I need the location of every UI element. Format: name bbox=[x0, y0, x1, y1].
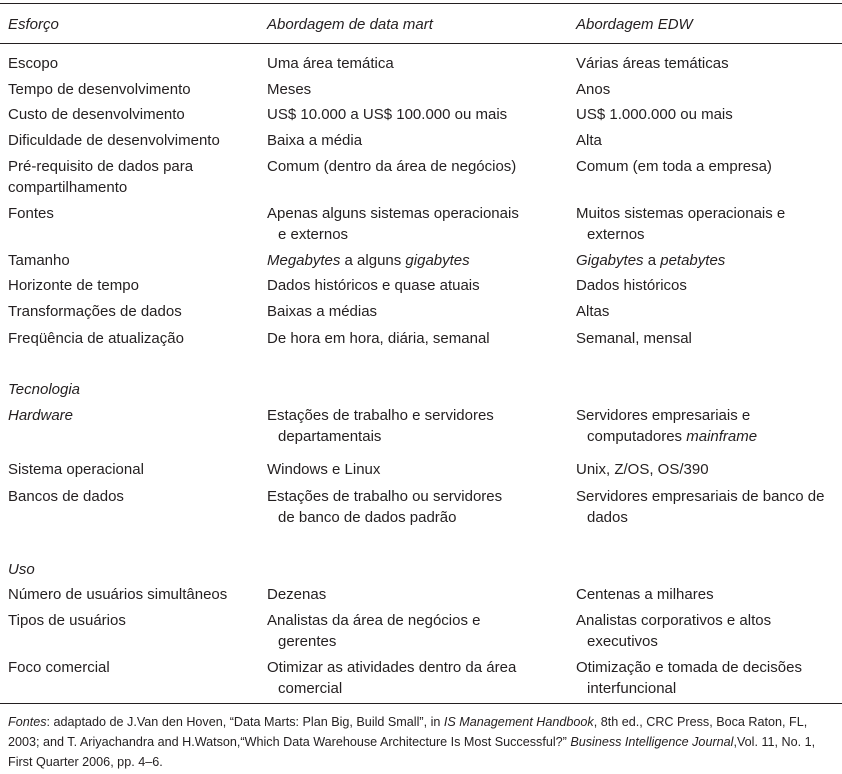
row-prereq-label-1: Pré-requisito de dados para bbox=[8, 158, 194, 175]
row-bancos-label: Bancos de dados bbox=[8, 488, 124, 505]
footnote-fontes: Fontes bbox=[8, 715, 47, 729]
row-hardware-edw-1: Servidores empresariais e bbox=[576, 407, 751, 424]
row-foco-dm-2: comercial bbox=[278, 680, 343, 697]
footnote-part-6: ,Vol. 11, No. 1, First Quarter 2006, pp. 4–6. bbox=[8, 735, 816, 769]
row-foco-edw-2: interfuncional bbox=[587, 680, 677, 697]
header-data-mart: Abordagem de data mart bbox=[267, 16, 433, 33]
tamanho-dm-b: a alguns bbox=[340, 252, 406, 269]
row-so-label: Sistema operacional bbox=[8, 461, 144, 478]
row-horizonte-dm: Dados históricos e quase atuais bbox=[267, 277, 480, 294]
row-fontes-edw-2: externos bbox=[587, 226, 645, 243]
row-tamanho-edw bbox=[576, 250, 725, 271]
tamanho-edw-a: Gigabytes bbox=[576, 252, 644, 269]
row-so-dm: Windows e Linux bbox=[267, 461, 381, 478]
row-hardware-edw-2 bbox=[576, 426, 757, 447]
hardware-edw-2b: mainframe bbox=[686, 428, 758, 445]
row-horizonte-label: Horizonte de tempo bbox=[8, 277, 139, 294]
row-tipos-dm-1: Analistas da área de negócios e bbox=[267, 612, 481, 629]
row-horizonte-edw: Dados históricos bbox=[576, 277, 687, 294]
row-tempo-edw: Anos bbox=[576, 81, 611, 98]
row-escopo-edw: Várias áreas temáticas bbox=[576, 55, 729, 72]
row-freq-edw: Semanal, mensal bbox=[576, 330, 692, 347]
row-tempo-dm: Meses bbox=[267, 81, 312, 98]
row-escopo-label: Escopo bbox=[8, 55, 59, 72]
tamanho-dm-a: Megabytes bbox=[267, 252, 341, 269]
tamanho-edw-b: a bbox=[643, 252, 661, 269]
row-foco-label: Foco comercial bbox=[8, 659, 110, 676]
row-tipos-edw-1: Analistas corporativos e altos bbox=[576, 612, 772, 629]
row-prereq-edw: Comum (em toda a empresa) bbox=[576, 158, 772, 175]
row-usuarios-sim-dm: Dezenas bbox=[267, 586, 327, 603]
row-bancos-dm-1: Estações de trabalho ou servidores bbox=[267, 488, 503, 505]
row-custo-label: Custo de desenvolvimento bbox=[8, 106, 185, 123]
row-custo-dm: US$ 10.000 a US$ 100.000 ou mais bbox=[267, 106, 508, 123]
row-escopo-dm: Uma área temática bbox=[267, 55, 394, 72]
section-tecnologia: Tecnologia bbox=[8, 381, 81, 398]
row-bancos-edw-1: Servidores empresariais de banco de bbox=[576, 488, 825, 505]
row-tamanho-label: Tamanho bbox=[8, 252, 70, 269]
tamanho-dm-c: gigabytes bbox=[405, 252, 470, 269]
row-fontes-dm-2: e externos bbox=[278, 226, 349, 243]
row-prereq-dm: Comum (dentro da área de negócios) bbox=[267, 158, 517, 175]
row-foco-dm-1: Otimizar as atividades dentro da área bbox=[267, 659, 517, 676]
row-hardware-dm-2: departamentais bbox=[278, 428, 382, 445]
footnote-handbook: IS Management Handbook bbox=[443, 715, 594, 729]
row-bancos-edw-2: dados bbox=[587, 509, 628, 526]
top-rule bbox=[0, 3, 842, 4]
row-hardware-dm-1: Estações de trabalho e servidores bbox=[267, 407, 494, 424]
footer-rule bbox=[0, 703, 842, 704]
row-fontes-edw-1: Muitos sistemas operacionais e bbox=[576, 205, 786, 222]
row-dificuldade-dm: Baixa a média bbox=[267, 132, 363, 149]
row-transf-label: Transformações de dados bbox=[8, 303, 182, 320]
row-bancos-dm-2: de banco de dados padrão bbox=[278, 509, 457, 526]
row-so-edw: Unix, Z/OS, OS/390 bbox=[576, 461, 709, 478]
row-usuarios-sim-label: Número de usuários simultâneos bbox=[8, 586, 228, 603]
hardware-edw-2a: computadores bbox=[587, 428, 687, 445]
footnote-part-4: , 8th ed., CRC Press, Boca Raton, FL, 2003; and T. Ariyachandra and H.Watson,“Which Data Warehouse Architecture Is Most Successful?” bbox=[8, 715, 808, 749]
header-rule bbox=[0, 43, 842, 44]
row-foco-edw-1: Otimização e tomada de decisões bbox=[576, 659, 802, 676]
row-tempo-label: Tempo de desenvolvimento bbox=[8, 81, 191, 98]
row-tipos-label: Tipos de usuários bbox=[8, 612, 126, 629]
row-hardware-label: Hardware bbox=[8, 407, 74, 424]
header-esforco: Esforço bbox=[8, 16, 59, 33]
row-dificuldade-label: Dificuldade de desenvolvimento bbox=[8, 132, 220, 149]
section-uso: Uso bbox=[8, 561, 35, 578]
footnote-journal: Business Intelligence Journal bbox=[570, 735, 734, 749]
row-usuarios-sim-edw: Centenas a milhares bbox=[576, 586, 714, 603]
row-tipos-dm-2: gerentes bbox=[278, 633, 337, 650]
row-transf-dm: Baixas a médias bbox=[267, 303, 378, 320]
row-freq-dm: De hora em hora, diária, semanal bbox=[267, 330, 490, 347]
row-fontes-label: Fontes bbox=[8, 205, 54, 222]
row-prereq-label-2: compartilhamento bbox=[8, 179, 128, 196]
row-fontes-dm-1: Apenas alguns sistemas operacionais bbox=[267, 205, 519, 222]
row-freq-label: Freqüência de atualização bbox=[8, 330, 184, 347]
footnote-part-2: : adaptado de J.Van den Hoven, “Data Marts: Plan Big, Build Small”, in bbox=[46, 715, 444, 729]
source-footnote bbox=[8, 712, 834, 772]
row-tipos-edw-2: executivos bbox=[587, 633, 658, 650]
row-dificuldade-edw: Alta bbox=[576, 132, 602, 149]
row-transf-edw: Altas bbox=[576, 303, 610, 320]
tamanho-edw-c: petabytes bbox=[660, 252, 726, 269]
header-edw: Abordagem EDW bbox=[576, 16, 693, 33]
row-custo-edw: US$ 1.000.000 ou mais bbox=[576, 106, 733, 123]
row-tamanho-dm bbox=[267, 250, 470, 271]
